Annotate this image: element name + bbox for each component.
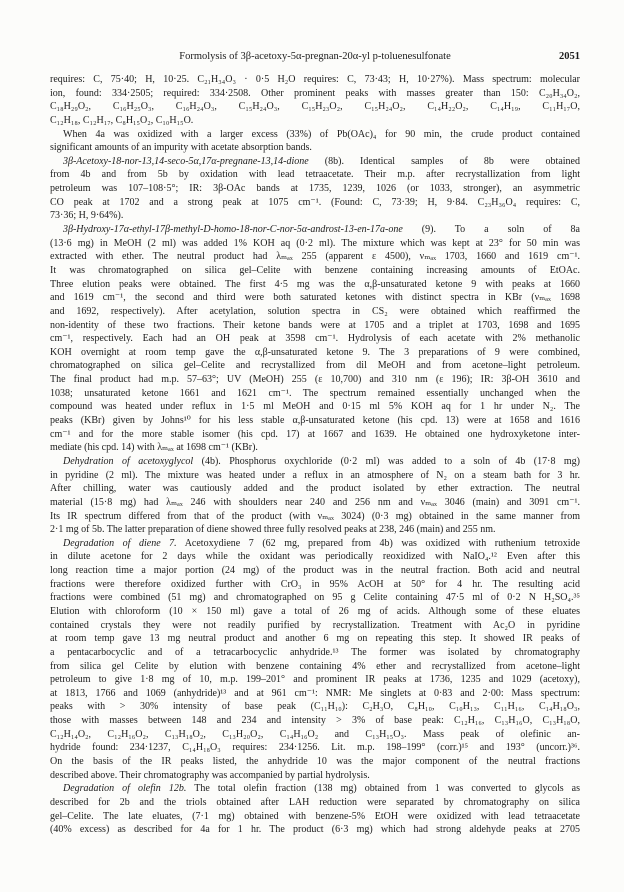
text-line: contained crystals they were not readily purified by recrystallization. Treatment with Ac₂O in pyridine <box>50 619 580 631</box>
text-line: After chilling, water was cautiously added and the product isolated by ether extraction. The neutral <box>50 483 580 495</box>
text-line: extracted with ether. The neutral product had λₘₐₓ 255 (apparent ε 4500), νₘₐₓ 1703, 1660 and 1619 cm⁻¹. <box>50 251 580 263</box>
text-line: CO peak at 1702 and a strong peak at 1075 cm⁻¹. (Found: C, 73·39; H, 9·84. C₂₃H₃₆O₄ requires: C, <box>50 196 580 208</box>
paragraph <box>50 537 580 783</box>
run-in-heading: 3β-Acetoxy-18-nor-13,14-seco-5α,17α-pregnane-13,14-dione <box>63 155 309 167</box>
text-line <box>50 782 580 796</box>
text-line: fractions were combined (51 mg) and chromatographed on 95 g Celite containing 47·5 ml of 0·2 N H₂SO₄.³⁵ <box>50 592 580 604</box>
text-line: cm⁻¹ and for the more stable isomer (his cpd. 17) at 1667 and 1639. He obtained one hydroxyketone inter- <box>50 428 580 440</box>
paragraph <box>50 223 580 455</box>
text-line: significant amounts of an impurity with acetate absorption bands. <box>50 142 312 154</box>
text-line: KOH overnight at room temp gave the α,β-unsaturated ketone 9. The 3 preparations of 9 were combined, <box>50 346 580 358</box>
text-line: described above. Their chromatography was accompanied by partial hydrolysis. <box>50 769 370 781</box>
text-line: The final product had m.p. 57–63°; UV (MeOH) 255 (ε 10,700) and 310 nm (ε 196); IR: 3β-OH 3610 and <box>50 374 580 386</box>
text-line: peaks with > 30% intensity of base peak (C₁₁H₁₀): C₂H₃O, C₈H₁₀, C₁₀H₁₃, C₁₁H₁₆, C₁₄H₁₈O₃, <box>50 701 580 713</box>
text-line: (13·6 mg) in MeOH (2 ml) was added 1% KOH aq (0·2 ml). The mixture which was kept at 23° for 50 min was <box>50 237 580 249</box>
text-line: described for 2b and the triols obtained after LAH reduction were separated by chromatography on silica <box>50 796 580 808</box>
text-line: cm⁻¹, respectively. Each had an OH peak at 3598 cm⁻¹. Hydrolysis of each acetate with 2% methanolic <box>50 333 580 345</box>
text-line: at room temp gave 13 mg neutral product and another 6 mg on repeating this step. It showed IR peaks of <box>50 633 580 645</box>
article-body <box>50 73 580 837</box>
text-line <box>50 455 580 469</box>
text-line: (40% excess) as described for 4a for 1 hr. The product (6·3 mg) which had strong aldehyde peaks at 2705 <box>50 824 580 836</box>
text-line: mediate (his cpd. 14) with λₘₐₓ at 1698 cm⁻¹ (KBr). <box>50 442 258 454</box>
run-in-heading: 3β-Hydroxy-17α-ethyl-17β-methyl-D-homo-18-nor-C-nor-5α-androst-13-en-17a-one <box>63 224 403 236</box>
running-title: Formolysis of 3β-acetoxy-5α-pregnan-20α-yl p-toluenesulfonate <box>179 51 451 62</box>
text-line: fractions were therefore oxidized further with CrO₃ in 95% AcOH at 50° for 4 hr. The resulting acid <box>50 578 580 590</box>
text-line: long reaction time a major portion (24 mg) of the product was in the neutral fraction. Both acid and neutral <box>50 565 580 577</box>
text-line: requires: C, 75·40; H, 10·25. C₂₁H₃₄O₃ · 0·5 H₂O requires: C, 73·43; H, 10·27%). Mass spectrum: molecular <box>50 74 580 85</box>
text-line: petroleum to give 1·8 mg of 10, m.p. 199–201° and prominent IR peaks at 1736, 1235 and 1029 (acetoxy), <box>50 674 580 686</box>
running-header <box>0 0 624 70</box>
text-line: and 1692, respectively). After acetylation, solution spectra in CS₂ were obtained which reaffirmed the <box>50 305 580 317</box>
text-line <box>50 537 580 551</box>
text-line: compound was heated under reflux in 1·5 ml MeOH and 0·15 ml 5% KOH aq for 1 hr under N₂. The <box>50 401 580 413</box>
text-line: hydride found: 234·1237, C₁₄H₁₈O₃ requires: 234·1256. Lit. m.p. 198–199° (corr.)¹⁵ and 193° (uncorr.)³⁶. <box>50 742 580 754</box>
text-line: petroleum was 107–108·5°; IR: 3β-OAc bands at 1735, 1239, 1026 (or 1033, stronger), an asymmetric <box>50 183 580 195</box>
run-in-heading: Degradation of diene 7. <box>63 537 177 549</box>
run-in-heading: Dehydration of acetoxyglycol <box>63 455 194 467</box>
text-line: 1038; unsaturated ketone 1661 and 1621 cm⁻¹. The spectrum remained essentially unchanged when the <box>50 387 580 399</box>
text-line: It was chromatographed on silica gel–Celite with benzene containing increasing amounts of EtOAc. <box>50 264 580 276</box>
line-text: (4b). Phosphorus oxychloride (0·2 ml) was added to a soln of 4b (17·8 mg) <box>201 455 580 467</box>
line-text: (9). To a soln of 8a <box>421 224 580 236</box>
text-line <box>50 223 580 237</box>
text-line: and 1619 cm⁻¹, the second and third were both saturated ketones with distinct spectra in KBr (νₘₐₓ 1698 <box>50 292 580 304</box>
text-line: non-identity of these two fractions. Their ketone bands were at 1705 and a triplet at 1703, 1698 and 1695 <box>50 319 580 331</box>
paragraph <box>50 455 580 537</box>
line-text: The total olefin fraction (138 mg) obtained from 1 was converted to glycols as <box>194 783 580 795</box>
text-line: from 4b and from 5b by oxidation with lead tetraacetate. Their m.p. after recrystallization from light <box>50 169 580 181</box>
paragraph <box>50 128 580 155</box>
text-line: Three elution peaks were obtained. The first 4·5 mg was the α,β-unsaturated ketone 9 with peaks at 1660 <box>50 278 580 290</box>
text-line: a pentacarbocyclic and of a tetracarbocyclic anhydride.¹³ The former was isolated by chromatography <box>50 646 580 658</box>
text-line: C₁₈H₂₉O₂, C₁₆H₂₅O₃, C₁₆H₂₄O₃, C₁₅H₂₄O₃, C₁₅H₂₃O₂, C₁₅H₂₄O₂, C₁₄H₂₂O₂, C₁₄H₁₉, C₁₁H₁₇O, <box>50 101 580 113</box>
paragraph <box>50 73 580 128</box>
text-line: material (15·8 mg) had λₘₐₓ 246 with shoulders near 240 and 256 nm and νₘₐₓ 3046 (main) and 3091 cm⁻¹. <box>50 496 580 508</box>
text-line: in pyridine (2 ml). The mixture was heated under a reflux in an atmosphere of N₂ on a steam bath for 3 hr. <box>50 469 580 481</box>
text-line: On the basis of the IR peaks listed, the anhydride 10 was the major component of the neutral fractions <box>50 756 580 768</box>
run-in-heading: Degradation of olefin 12b. <box>63 783 187 795</box>
text-line: peaks (KBr) given by Johns¹⁰ for his less stable α,β-unsaturated ketone (his cpd. 13) were at 1658 and 1616 <box>50 415 580 427</box>
text-line: chromatographed on silica gel–Celite and recrystallized from dil MeOH and from acetone–light petroleum. <box>50 360 580 372</box>
text-line: in dilute acetone for 2 days while the oxidant was periodically reoxidized with NaIO₄.¹² Even after this <box>50 551 580 563</box>
text-line: gel–Celite. The late eluates, (7·1 mg) obtained with benzene-5% EtOH were oxidized with lead tetraacetate <box>50 810 580 822</box>
text-line: ion, found: 334·2505; required: 334·2508. Other prominent peaks with masses greater than 150: C₂₀H₃₄O₂, <box>50 87 580 99</box>
text-line: When 4a was oxidized with a larger excess (33%) of Pb(OAc)₄ for 90 min, the crude product contained <box>63 128 580 140</box>
text-line <box>50 155 580 169</box>
text-line: C₁₂H₁₈, C₁₂H₁₇, C₈H₁₅O₂, C₁₀H₁₅O. <box>50 114 194 126</box>
paragraph <box>50 782 580 837</box>
text-line: Its IR spectrum differed from that of the product (with νₘₐₓ 3024) (0·3 mg) obtained in the same manner from <box>50 510 580 522</box>
line-text: Acetoxydiene 7 (62 mg, prepared from 4b) was oxidized with ruthenium tetroxide <box>184 537 580 549</box>
line-text: (8b). Identical samples of 8b were obtained <box>324 155 580 167</box>
text-line: C₁₂H₁₄O₂, C₁₂H₁₆O₂, C₁₃H₁₈O₂, C₁₃H₂₀O₂, C₁₄H₁₆O₂ and C₁₃H₁₅O₃. Mass peak of olefinic an- <box>50 728 580 740</box>
text-line: those with masses between 148 and 234 and intensity > 3% of base peak: C₁₂H₁₆, C₁₃H₁₆O, C₁₃H₁₈O, <box>50 715 580 727</box>
text-line: at 1813, 1766 and 1069 (anhydride)¹³ and at 961 cm⁻¹: NMR: Me singlets at 0·83 and 2·00: Mass spectrum: <box>50 687 580 699</box>
text-line: from silica gel Celite by elution with benzene containing 4% ether and recrystallized from acetone–light <box>50 660 580 672</box>
text-line: 73·36; H, 9·64%). <box>50 210 124 222</box>
paragraph <box>50 155 580 223</box>
text-line: Elution with chloroform (10 × 150 ml) gave a total of 26 mg of acids. Although some of these eluates <box>50 605 580 617</box>
text-line: 2·1 mg of 5b. The latter preparation of diene showed three fully resolved peaks at 238, 246 (main) and 255 nm. <box>50 524 496 536</box>
page-number: 2051 <box>559 51 580 62</box>
